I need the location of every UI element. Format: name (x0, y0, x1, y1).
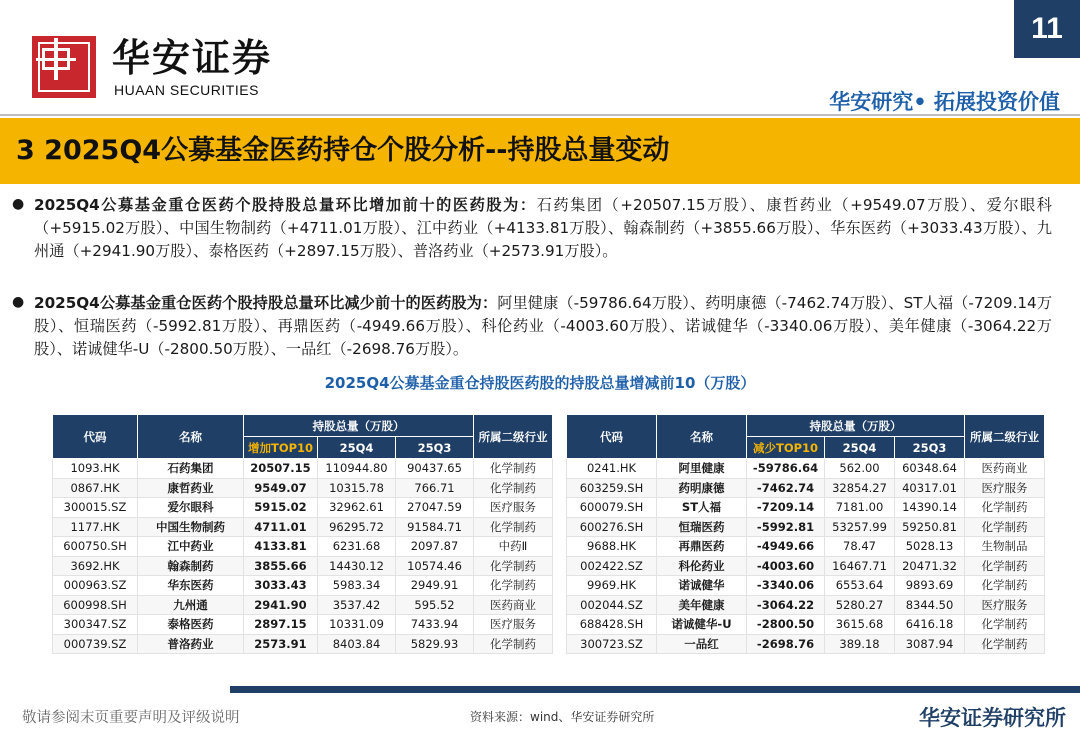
cell-q3: 27047.59 (396, 498, 474, 518)
cell-name: ST人福 (657, 498, 747, 518)
footer-org: 华安证券研究所 (919, 706, 1066, 730)
col-code: 代码 (567, 415, 657, 459)
cell-sector: 医疗服务 (474, 498, 553, 518)
bullet-dot-icon: ● (12, 294, 25, 310)
col-name: 名称 (657, 415, 747, 459)
col-sector: 所属二级行业 (474, 415, 553, 459)
cell-name: 诺诚健华 (657, 576, 747, 596)
cell-sector: 化学制药 (474, 556, 553, 576)
cell-sector: 化学制药 (474, 478, 553, 498)
cell-change: 3855.66 (244, 556, 318, 576)
cell-q3: 7433.94 (396, 615, 474, 635)
cell-sector: 生物制品 (965, 537, 1045, 557)
cell-change: -7462.74 (747, 478, 825, 498)
col-holding: 持股总量（万股） (747, 415, 965, 437)
cell-code: 688428.SH (567, 615, 657, 635)
cell-q4: 562.00 (825, 459, 895, 479)
bullet-increase-body: 石药集团（+20507.15万股）、康哲药业（+9549.07万股）、爱尔眼科（+5915.02万股）、中国生物制药（+4711.01万股）、江中药业（+4133.81万股）、翰森制药（+3855.66万股）、华东医药（+3033.43万股）、九州通（+2941.90万股）、泰格医药（+2897.15万股）、普洛药业（+2573.91万股）。 (34, 196, 1052, 260)
cell-name: 科伦药业 (657, 556, 747, 576)
cell-q3: 5829.93 (396, 634, 474, 654)
cell-code: 1177.HK (53, 517, 138, 537)
cell-q4: 6231.68 (318, 537, 396, 557)
cell-sector: 中药Ⅱ (474, 537, 553, 557)
cell-change: 20507.15 (244, 459, 318, 479)
cell-q3: 91584.71 (396, 517, 474, 537)
cell-sector: 医疗服务 (965, 595, 1045, 615)
cell-q4: 53257.99 (825, 517, 895, 537)
cell-change: -59786.64 (747, 459, 825, 479)
cell-change: 9549.07 (244, 478, 318, 498)
table-row (567, 478, 1045, 498)
cell-q4: 7181.00 (825, 498, 895, 518)
table-row (567, 556, 1045, 576)
cell-change: 2573.91 (244, 634, 318, 654)
table-row (567, 576, 1045, 596)
cell-code: 1093.HK (53, 459, 138, 479)
table-row (567, 537, 1045, 557)
cell-q4: 6553.64 (825, 576, 895, 596)
cell-name: 爱尔眼科 (138, 498, 244, 518)
cell-code: 600998.SH (53, 595, 138, 615)
col-q3: 25Q3 (396, 437, 474, 459)
cell-q3: 2949.91 (396, 576, 474, 596)
brand-name-cn: 华安证券 (112, 35, 273, 80)
cell-code: 002044.SZ (567, 595, 657, 615)
footer-divider (230, 686, 1080, 693)
cell-name: 美年健康 (657, 595, 747, 615)
cell-code: 000963.SZ (53, 576, 138, 596)
cell-code: 0867.HK (53, 478, 138, 498)
cell-name: 石药集团 (138, 459, 244, 479)
table-row (53, 615, 553, 635)
cell-change: -7209.14 (747, 498, 825, 518)
cell-code: 9969.HK (567, 576, 657, 596)
cell-q3: 20471.32 (895, 556, 965, 576)
cell-change: -3340.06 (747, 576, 825, 596)
cell-q4: 32854.27 (825, 478, 895, 498)
cell-q4: 14430.12 (318, 556, 396, 576)
col-q4: 25Q4 (318, 437, 396, 459)
cell-q4: 10315.78 (318, 478, 396, 498)
cell-change: 2941.90 (244, 595, 318, 615)
cell-name: 康哲药业 (138, 478, 244, 498)
brand-name-en: HUAAN SECURITIES (114, 82, 259, 98)
cell-sector: 化学制药 (965, 517, 1045, 537)
cell-name: 翰森制药 (138, 556, 244, 576)
col-q4: 25Q4 (825, 437, 895, 459)
cell-q3: 59250.81 (895, 517, 965, 537)
cell-q4: 10331.09 (318, 615, 396, 635)
bullet-dot-icon: ● (12, 196, 25, 212)
cell-sector: 化学制药 (474, 634, 553, 654)
table-row (567, 615, 1045, 635)
header-slogan: 华安研究• 拓展投资价值 (829, 90, 1060, 114)
cell-q3: 595.52 (396, 595, 474, 615)
col-name: 名称 (138, 415, 244, 459)
cell-code: 300723.SZ (567, 634, 657, 654)
col-change: 增加TOP10 (244, 437, 318, 459)
page-title: 3 2025Q4公募基金医药持仓个股分析--持股总量变动 (16, 135, 670, 166)
cell-q4: 32962.61 (318, 498, 396, 518)
cell-code: 9688.HK (567, 537, 657, 557)
cell-change: 5915.02 (244, 498, 318, 518)
cell-q4: 5280.27 (825, 595, 895, 615)
cell-sector: 化学制药 (474, 459, 553, 479)
cell-q3: 8344.50 (895, 595, 965, 615)
cell-q3: 3087.94 (895, 634, 965, 654)
cell-code: 0241.HK (567, 459, 657, 479)
col-q3: 25Q3 (895, 437, 965, 459)
cell-name: 江中药业 (138, 537, 244, 557)
cell-name: 中国生物制药 (138, 517, 244, 537)
cell-change: -5992.81 (747, 517, 825, 537)
table-row (53, 537, 553, 557)
header-divider (0, 114, 1080, 116)
cell-q4: 3537.42 (318, 595, 396, 615)
col-code: 代码 (53, 415, 138, 459)
cell-sector: 医药商业 (965, 459, 1045, 479)
cell-q3: 6416.18 (895, 615, 965, 635)
cell-change: -4003.60 (747, 556, 825, 576)
table-caption: 2025Q4公募基金重仓持股医药股的持股总量增减前10（万股） (324, 374, 756, 392)
table-row (567, 459, 1045, 479)
cell-change: -2698.76 (747, 634, 825, 654)
table-row (53, 498, 553, 518)
bullet-increase-lead: 2025Q4公募基金重仓医药个股持股总量环比增加前十的医药股为： (34, 196, 537, 214)
cell-name: 诺诚健华-U (657, 615, 747, 635)
cell-sector: 化学制药 (474, 576, 553, 596)
cell-change: -2800.50 (747, 615, 825, 635)
cell-sector: 化学制药 (965, 556, 1045, 576)
cell-q4: 78.47 (825, 537, 895, 557)
table-row (53, 595, 553, 615)
cell-q4: 3615.68 (825, 615, 895, 635)
cell-code: 300347.SZ (53, 615, 138, 635)
decrease-top10-table (566, 414, 1045, 654)
cell-q3: 5028.13 (895, 537, 965, 557)
cell-change: 4711.01 (244, 517, 318, 537)
table-row (567, 595, 1045, 615)
cell-q3: 10574.46 (396, 556, 474, 576)
huaan-logo-icon (32, 36, 96, 98)
cell-name: 普洛药业 (138, 634, 244, 654)
table-row (567, 634, 1045, 654)
cell-q3: 90437.65 (396, 459, 474, 479)
cell-code: 600750.SH (53, 537, 138, 557)
col-change: 减少TOP10 (747, 437, 825, 459)
cell-sector: 医疗服务 (965, 478, 1045, 498)
cell-code: 000739.SZ (53, 634, 138, 654)
cell-q4: 5983.34 (318, 576, 396, 596)
cell-change: -3064.22 (747, 595, 825, 615)
table-row (567, 498, 1045, 518)
cell-q4: 8403.84 (318, 634, 396, 654)
cell-q4: 96295.72 (318, 517, 396, 537)
cell-change: 3033.43 (244, 576, 318, 596)
table-row (53, 556, 553, 576)
cell-name: 恒瑞医药 (657, 517, 747, 537)
cell-sector: 化学制药 (965, 498, 1045, 518)
cell-q4: 389.18 (825, 634, 895, 654)
page-number: 11 (1014, 0, 1080, 58)
footer-disclaimer: 敬请参阅末页重要声明及评级说明 (22, 710, 240, 726)
cell-q3: 60348.64 (895, 459, 965, 479)
cell-q4: 16467.71 (825, 556, 895, 576)
cell-q3: 9893.69 (895, 576, 965, 596)
cell-q3: 40317.01 (895, 478, 965, 498)
cell-sector: 医疗服务 (474, 615, 553, 635)
cell-q3: 766.71 (396, 478, 474, 498)
cell-name: 华东医药 (138, 576, 244, 596)
table-row (53, 459, 553, 479)
cell-name: 药明康德 (657, 478, 747, 498)
cell-sector: 化学制药 (965, 634, 1045, 654)
cell-name: 阿里健康 (657, 459, 747, 479)
bullet-decrease-lead: 2025Q4公募基金重仓医药个股持股总量环比减少前十的医药股为： (34, 294, 498, 312)
bullet-increase (34, 194, 1052, 263)
col-sector: 所属二级行业 (965, 415, 1045, 459)
col-holding: 持股总量（万股） (244, 415, 474, 437)
table-row (53, 517, 553, 537)
bullet-decrease-body: 阿里健康（-59786.64万股）、药明康德（-7462.74万股）、ST人福（-7209.14万股）、恒瑞医药（-5992.81万股）、再鼎医药（-4949.66万股）、科伦药业（-4003.60万股）、诺诚健华（-3340.06万股）、美年健康（-3064.22万股）、诺诚健华-U（-2800.50万股）、一品红（-2698.76万股）。 (34, 294, 1053, 358)
cell-change: 2897.15 (244, 615, 318, 635)
cell-code: 603259.SH (567, 478, 657, 498)
cell-name: 泰格医药 (138, 615, 244, 635)
table-row (53, 576, 553, 596)
cell-change: 4133.81 (244, 537, 318, 557)
bullet-decrease (34, 292, 1052, 361)
increase-top10-table (52, 414, 553, 654)
footer-source: 资料来源：wind、华安证券研究所 (470, 710, 655, 724)
cell-code: 002422.SZ (567, 556, 657, 576)
table-row (53, 634, 553, 654)
cell-sector: 化学制药 (965, 615, 1045, 635)
cell-sector: 化学制药 (474, 517, 553, 537)
cell-code: 600276.SH (567, 517, 657, 537)
table-row (53, 478, 553, 498)
cell-q4: 110944.80 (318, 459, 396, 479)
cell-q3: 14390.14 (895, 498, 965, 518)
cell-name: 再鼎医药 (657, 537, 747, 557)
cell-sector: 医药商业 (474, 595, 553, 615)
cell-q3: 2097.87 (396, 537, 474, 557)
table-row (567, 517, 1045, 537)
cell-name: 一品红 (657, 634, 747, 654)
cell-change: -4949.66 (747, 537, 825, 557)
cell-code: 300015.SZ (53, 498, 138, 518)
cell-code: 600079.SH (567, 498, 657, 518)
cell-code: 3692.HK (53, 556, 138, 576)
cell-sector: 化学制药 (965, 576, 1045, 596)
cell-name: 九州通 (138, 595, 244, 615)
